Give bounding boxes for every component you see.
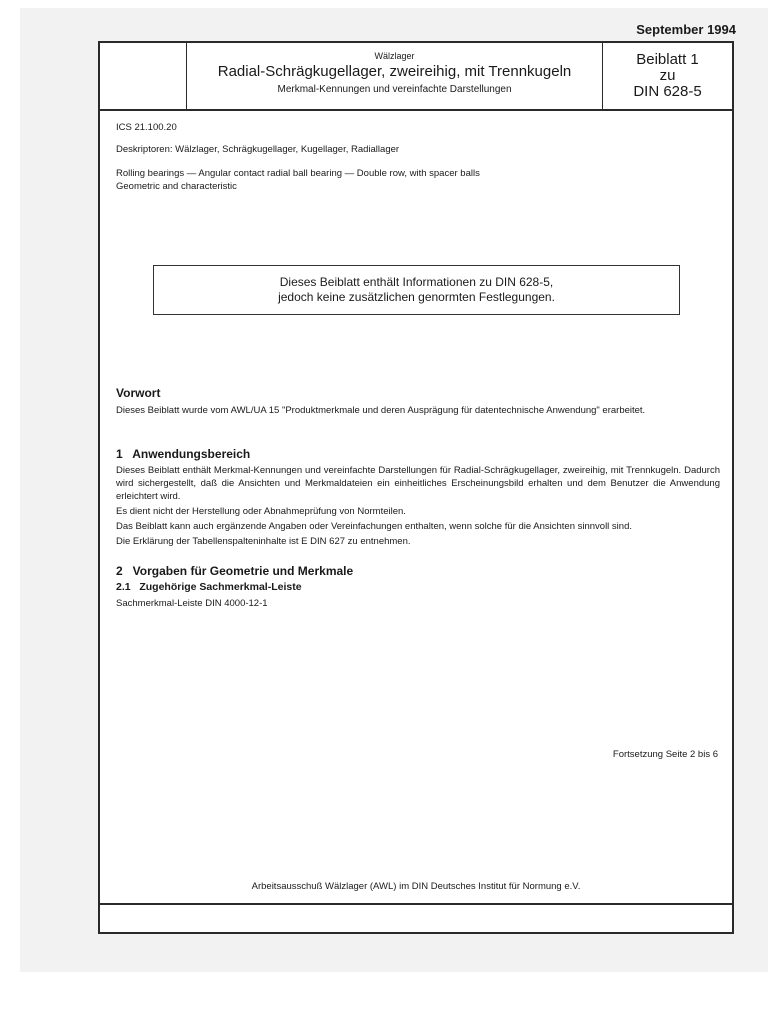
foreword-heading: Vorwort: [116, 386, 161, 400]
ics-code: ICS 21.100.20: [116, 122, 177, 133]
sheet-line-3: DIN 628-5: [633, 83, 702, 100]
footer-committee: Arbeitsausschuß Wälzlager (AWL) im DIN Deutsches Institut für Normung e.V.: [251, 881, 581, 892]
sheet-number-cell: [603, 43, 732, 109]
publication-date: September 1994: [636, 22, 736, 37]
foreword-text: Dieses Beiblatt wurde vom AWL/UA 15 "Produktmerkmale und deren Ausprägung für datentechnische Anwendung" erarbeitet.: [116, 405, 646, 416]
title-cell: [187, 43, 603, 109]
document-frame: [98, 41, 734, 934]
descriptors: Deskriptoren: Wälzlager, Schrägkugellager, Kugellager, Radiallager: [116, 144, 400, 155]
notice-line-1: Dieses Beiblatt enthält Informationen zu DIN 628-5,: [279, 275, 554, 289]
continuation-note: Fortsetzung Seite 2 bis 6: [612, 749, 718, 760]
sheet-line-1: Beiblatt 1: [636, 51, 699, 68]
title-block: [100, 43, 732, 111]
document-subtitle: Merkmal-Kennungen und vereinfachte Darstellungen: [277, 84, 512, 95]
section-2-heading: 2 Vorgaben für Geometrie und Merkmale: [116, 564, 354, 578]
section-2-1-heading: 2.1 Zugehörige Sachmerkmal-Leiste: [116, 581, 302, 593]
notice-line-2: jedoch keine zusätzlichen genormten Festlegungen.: [278, 290, 555, 304]
section-1-paragraph-2: Es dient nicht der Herstellung oder Abnahmeprüfung von Normteilen.: [116, 506, 406, 517]
section-2-1-text: Sachmerkmal-Leiste DIN 4000-12-1: [116, 598, 268, 609]
english-title-line-2: Geometric and characteristic: [116, 181, 237, 192]
section-1-paragraph-4: Die Erklärung der Tabellenspalteninhalte ist E DIN 627 zu entnehmen.: [116, 536, 411, 547]
document-title: Radial-Schrägkugellager, zweireihig, mit Trennkugeln: [217, 63, 572, 80]
section-1-heading: 1 Anwendungsbereich: [116, 447, 251, 461]
footer-divider: [100, 903, 732, 905]
category: Wälzlager: [374, 51, 415, 61]
logo-cell: [100, 43, 187, 109]
section-1-paragraph-1: Dieses Beiblatt enthält Merkmal-Kennungen und vereinfachte Darstellungen für Radial-Schrägkugellager, zweireihig, mit Trennkugeln. Dadurch wird sichergestellt, daß die Ansichten und Merkmaldateien ein einheitliches Erscheinungsbild erhalten und dem Benutzer die Anwendung erleichtert wird.: [116, 465, 720, 502]
sheet-line-2: zu: [659, 67, 676, 84]
section-1-paragraph-3: Das Beiblatt kann auch ergänzende Angaben oder Vereinfachungen enthalten, wenn solche für die Ansichten sinnvoll sind.: [116, 521, 633, 532]
notice-box: [153, 265, 680, 315]
english-title-line-1: Rolling bearings — Angular contact radial ball bearing — Double row, with spacer balls: [116, 168, 480, 179]
